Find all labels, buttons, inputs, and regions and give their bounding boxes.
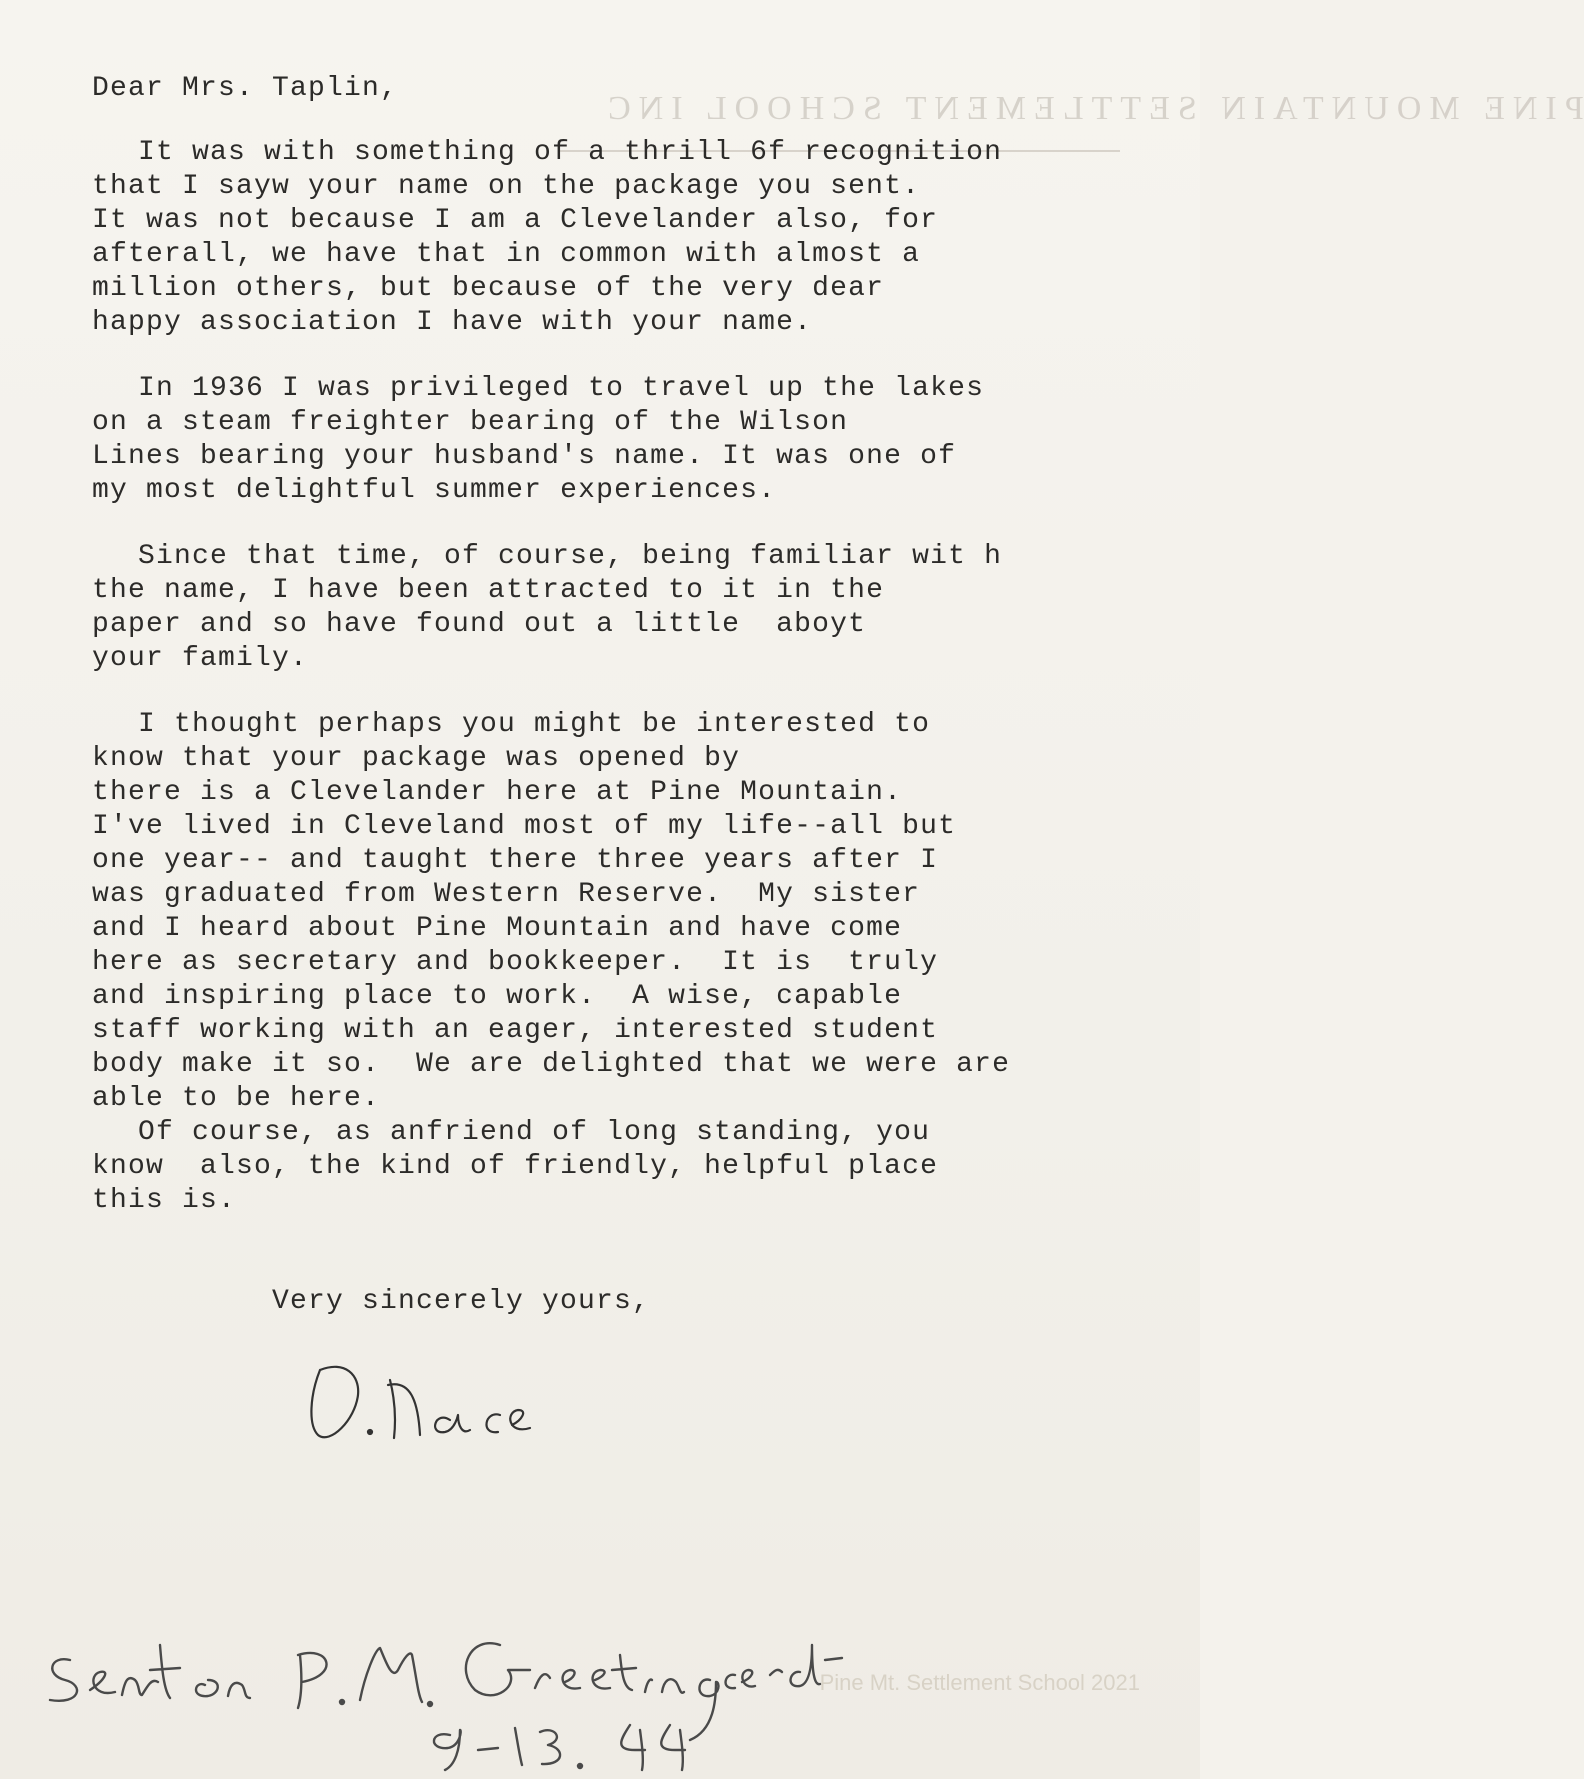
text-line: million others, but because of the very dear [92,273,885,304]
paragraph-2 [92,372,1172,508]
paragraph-1 [92,136,1172,340]
watermark-text: Pine Mt. Settlement School 2021 [819,1670,1140,1695]
text-line: afterall, we have that in common with almost a [92,239,921,270]
text-line: and inspiring place to work. A wise, capable [92,981,903,1012]
text-line: know that your package was opened by [92,743,741,774]
closing: Very sincerely yours, [272,1286,651,1317]
signature-image [300,1340,560,1450]
text-line: In 1936 I was privileged to travel up the lakes [138,373,985,404]
text-line: was graduated from Western Reserve. My sister [92,879,921,910]
text-line: this is. [92,1185,237,1216]
text-line: paper and so have found out a little aboyt [92,609,867,640]
text-line: here as secretary and bookkeeper. It is truly [92,947,939,978]
text-line: on a steam freighter bearing of the Wilson [92,407,849,438]
text-line: It was not because I am a Clevelander also, for [92,205,939,236]
text-line: my most delightful summer experiences. [92,475,777,506]
text-line: there is a Clevelander here at Pine Mountain. [92,777,903,808]
text-line: that I sayw your name on the package you sent. [92,171,921,202]
text-line: Of course, as anfriend of long standing, you [138,1117,931,1148]
paragraph-3 [92,540,1172,676]
text-line: staff working with an eager, interested student [92,1015,939,1046]
text-line: Lines bearing your husband's name. It was one of [92,441,957,472]
salutation: Dear Mrs. Taplin, [92,73,399,104]
text-line: your family. [92,643,309,674]
paragraph-4 [92,708,1172,1116]
text-line: It was with something of a thrill 6f recognition [138,137,1003,168]
text-line: Since that time, of course, being familiar wit h [138,541,1003,572]
text-line: and I heard about Pine Mountain and have come [92,913,903,944]
letter-body [92,72,1172,1250]
text-line: know also, the kind of friendly, helpful place [92,1151,939,1182]
text-line: I thought perhaps you might be interested to [138,709,931,740]
letterhead-bleed-through: PINE MOUNTAIN SETTLEMENT SCHOOL INC [600,90,1584,127]
text-line: one year-- and taught there three years after I [92,845,939,876]
text-line: body make it so. We are delighted that we were are [92,1049,1011,1080]
text-line: able to be here. [92,1083,381,1114]
paragraph-5 [92,1116,1172,1218]
text-line: I've lived in Cleveland most of my life--all but [92,811,957,842]
text-line: happy association I have with your name. [92,307,813,338]
text-line: the name, I have been attracted to it in the [92,575,885,606]
handwritten-note [30,1600,830,1770]
